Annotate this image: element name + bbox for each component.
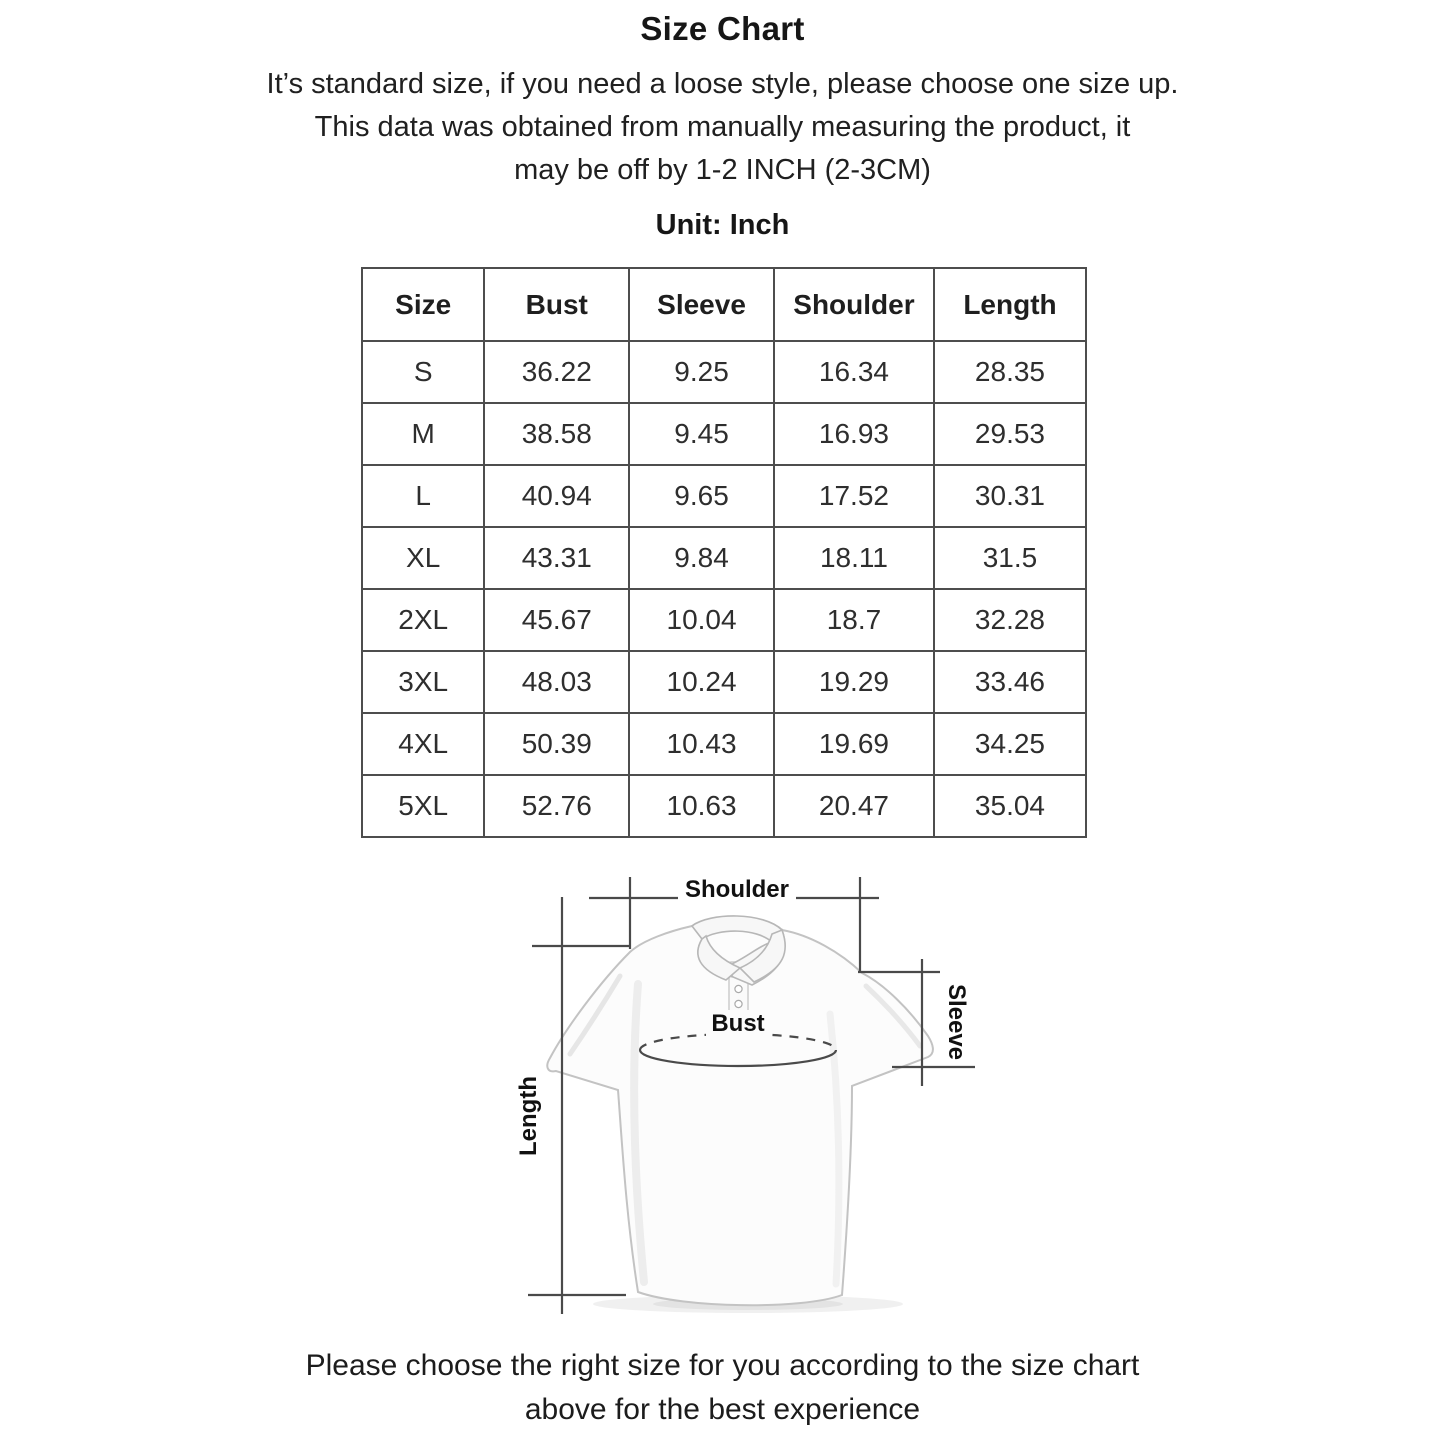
sleeve-label: Sleeve (943, 983, 970, 1061)
table-cell: 33.46 (934, 651, 1086, 713)
table-row (362, 527, 1086, 589)
table-row (362, 713, 1086, 775)
button (735, 1000, 742, 1007)
table-cell: 18.7 (774, 589, 934, 651)
table-cell: 10.24 (629, 651, 774, 713)
column-header-length: Length (934, 268, 1086, 341)
table-cell: 10.04 (629, 589, 774, 651)
table-cell: 16.93 (774, 403, 934, 465)
column-header-shoulder: Shoulder (774, 268, 934, 341)
table-cell: 31.5 (934, 527, 1086, 589)
table-row (362, 403, 1086, 465)
size-note (0, 63, 1445, 192)
bust-label: Bust (711, 1010, 765, 1037)
size-note-line: It’s standard size, if you need a loose style, please choose one size up. (266, 68, 1179, 100)
table-cell: 28.35 (934, 341, 1086, 403)
footer-note-line: above for the best experience (524, 1393, 921, 1426)
table-cell: 34.25 (934, 713, 1086, 775)
table-cell: 20.47 (774, 775, 934, 837)
table-cell: 29.53 (934, 403, 1086, 465)
measurement-diagram (500, 864, 1000, 1340)
table-cell: 4XL (362, 713, 484, 775)
size-note-line: This data was obtained from manually measuring the product, it (314, 111, 1131, 143)
table-row (362, 465, 1086, 527)
table-cell: 10.63 (629, 775, 774, 837)
table-cell: 9.25 (629, 341, 774, 403)
footer-note-line: Please choose the right size for you according to the size chart (305, 1349, 1140, 1382)
table-cell: 38.58 (484, 403, 629, 465)
table-cell: 18.11 (774, 527, 934, 589)
size-table-container (361, 267, 1087, 838)
table-header-row (362, 268, 1086, 341)
table-cell: 32.28 (934, 589, 1086, 651)
table-cell: 50.39 (484, 713, 629, 775)
size-note-line: may be off by 1-2 INCH (2-3CM) (514, 154, 931, 186)
table-cell: 48.03 (484, 651, 629, 713)
table-cell: 3XL (362, 651, 484, 713)
table-cell: XL (362, 527, 484, 589)
table-cell: M (362, 403, 484, 465)
table-row (362, 589, 1086, 651)
table-cell: 17.52 (774, 465, 934, 527)
page-title: Size Chart (640, 10, 805, 47)
table-cell: 52.76 (484, 775, 629, 837)
table-cell: 30.31 (934, 465, 1086, 527)
table-row (362, 775, 1086, 837)
button (735, 985, 742, 992)
table-cell: 19.29 (774, 651, 934, 713)
table-cell: 9.65 (629, 465, 774, 527)
column-header-sleeve: Sleeve (629, 268, 774, 341)
table-cell: L (362, 465, 484, 527)
column-header-size: Size (362, 268, 484, 341)
unit-label: Unit: Inch (655, 209, 790, 241)
table-row (362, 651, 1086, 713)
length-label: Length (515, 1076, 542, 1156)
table-row (362, 341, 1086, 403)
table-cell: 5XL (362, 775, 484, 837)
size-table (361, 267, 1087, 838)
table-cell: 35.04 (934, 775, 1086, 837)
shoulder-label: Shoulder (684, 876, 790, 903)
table-cell: 45.67 (484, 589, 629, 651)
table-cell: 9.84 (629, 527, 774, 589)
table-cell: 19.69 (774, 713, 934, 775)
table-cell: 16.34 (774, 341, 934, 403)
table-cell: 10.43 (629, 713, 774, 775)
column-header-bust: Bust (484, 268, 629, 341)
table-cell: 2XL (362, 589, 484, 651)
table-cell: 36.22 (484, 341, 629, 403)
table-cell: 40.94 (484, 465, 629, 527)
footer-note (0, 1344, 1445, 1432)
table-cell: 43.31 (484, 527, 629, 589)
table-cell: S (362, 341, 484, 403)
table-cell: 9.45 (629, 403, 774, 465)
shirt-measurement-illustration (500, 864, 1000, 1340)
